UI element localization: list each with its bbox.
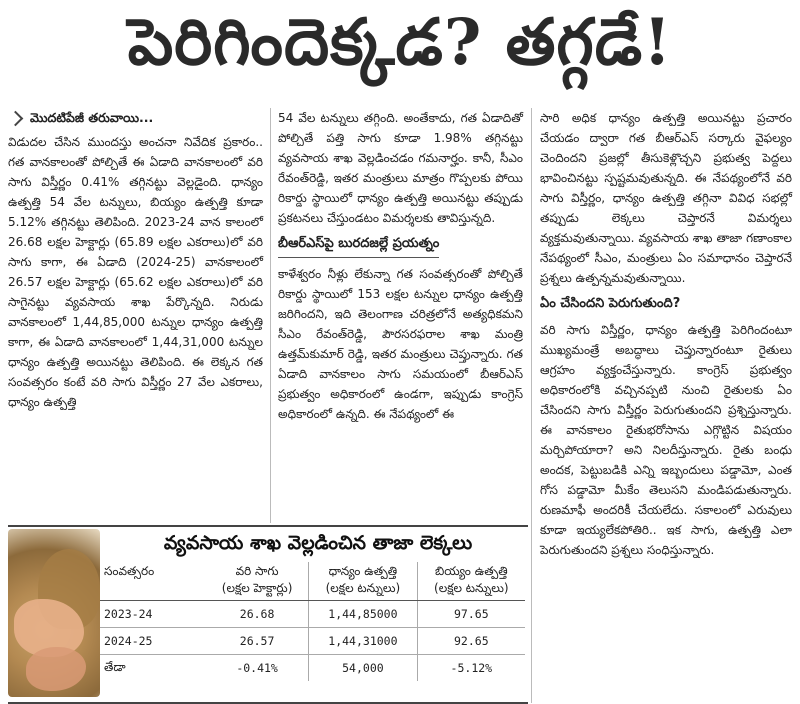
headline: పెరిగిందెక్కడ? తగ్గడే! (127, 5, 673, 80)
column-header: వరి సాగు (లక్షల హెక్టార్లు) (206, 562, 309, 601)
column-rule (531, 108, 532, 703)
table-title: వ్యవసాయ శాఖ వెల్లడించిన తాజా లెక్కలు (163, 532, 473, 554)
kicker (8, 108, 263, 128)
column-rule (270, 108, 271, 523)
article-column-1 (8, 108, 263, 412)
paragraph: వరి సాగు విస్తీర్ణం, ధాన్యం ఉత్పత్తి పెరిగిందంటూ ముఖ్యమంత్రే అబద్ధాలు చెప్తున్నారంటూ రైతులు ఆగ్రహం వ్యక్తంచేస్తున్నారు. కాంగ్రెస్ ప్రభుత్వం అధికారంలోకి వచ్చినప్పటి నుంచి రైతులకు ఏం చేసిందని సాగు విస్తీర్ణం పెరుగుతుందని ప్రశ్నిస్తున్నారు. ఈ వానకాలం రైతుభరోసాను ఎగ్గొట్టిన విషయం మర్చిపోయారా? అని నిలదీస్తున్నారు. రైతు బంధు అందక, పెట్టుబడికి ఎన్ని ఇబ్బందులు పడ్డామో, ఎంత గోస పడ్డామో మీకేం తెలుసని మండిపడుతున్నారు. రుణమాఫీ అందరికీ చేయలేదు. సకాలంలో ఎరువులు కూడా ఇయ్యలేకపోతిరి.. ఇక సాగు, ఉత్పత్తి ఎలా పెరుగుతుందని ప్రశ్నలు సంధిస్తున్నారు. (540, 323, 792, 557)
paragraph: విడుదల చేసిన ముందస్తు అంచనా నివేదిక ప్రకారం.. గత వానకాలంతో పోల్చితే ఈ ఏడాది వానకాలంలో వరి సాగు విస్తీర్ణం 0.41% తగ్గినట్టు వెల్లడైంది. ధాన్యం ఉత్పత్తి 54 వేల టన్నులు, బియ్యం ఉత్పత్తి కూడా 5.12% తగ్గినట్టు తెలిపింది. 2023-24 వాన కాలంలో 26.68 లక్షల హెక్టార్లు (65.89 లక్షల ఎకరాలు)లో వరి సాగు కాగా, ఈ ఏడాది (2024-25) వానకాలంలో 26.57 లక్షల హెక్టార్లు (65.62 లక్షల ఎకరాలు)లో వరి సాగైనట్టు వ్యవసాయ శాఖ పేర్కొన్నది. నిరుడు వానకాలంలో 1,44,85,000 టన్నుల ధాన్యం ఉత్పత్తి కాగా, ఈ ఏడాది వానకాలంలో 1,44,31,000 టన్నుల ధాన్యం ఉత్పత్తి అయినట్టు తెలిపింది. ఈ లెక్కన గత సంవత్సరం కంటే వరి సాగు విస్తీర్ణం 27 వేల ఎకరాలు, ధాన్యం ఉత్పత్తి (8, 135, 263, 409)
subheading: ఏం చేసిందని పెరుగుతుంది? (540, 296, 681, 311)
statistics-table (100, 562, 525, 681)
paragraph: సారి అధిక ధాన్యం ఉత్పత్తి అయినట్టు ప్రచారం చేయడం ద్వారా గత బీఆర్‌ఎస్ సర్కారు వైఫల్యం చెందిందని ప్రజల్లో తీసుకెళ్లొచ్చని ప్రభుత్వ పెద్దలు భావించినట్టు స్పష్టమవుతున్నది. ఈ నేపథ్యంలోనే వరి సాగు విస్తీర్ణం, ధాన్యం ఉత్పత్తి తగ్గినా వివిధ సభల్లో తప్పుడు లెక్కలు చెప్తారనే విమర్శలు వ్యక్తమవుతున్నాయి. వ్యవసాయ శాఖ తాజా గణాంకాల నేపథ్యంలో సీఎం, మంత్రులు ఏం సమాధానం చెప్తారనే ప్రశ్నలు ఉత్పన్నమవుతున్నాయి. (540, 111, 792, 285)
article-column-2 (278, 108, 523, 424)
table-row: 2024-25 26.57 1,44,31000 92.65 (100, 628, 525, 655)
paragraph: కాళేశ్వరం నీళ్లు లేకున్నా గత సంవత్సరంతో పోల్చితే రికార్డు స్థాయిలో 153 లక్షల టన్నుల ధాన్యం ఉత్పత్తి జరిగిందని, ఇది తెలంగాణ చరిత్రలోనే అత్యధికమని సీఎం రేవంత్‌రెడ్డి, పౌరసరఫరాల శాఖ మంత్రి ఉత్తమ్‌కుమార్ రెడ్డి, ఇతర మంత్రులు చెప్తున్నారు. గత ఏడాది వానకాలం సాగు సమయంలో బీఆర్‌ఎస్ ప్రభుత్వం అధికారంలో ఉండగా, ఇప్పుడు కాంగ్రెస్ అధికారంలో ఉన్నది. ఈ నేపథ్యంలో ఈ (278, 267, 523, 421)
kicker-text: మొదటిపేజీ తరువాయి... (30, 110, 154, 125)
column-header: సంవత్సరం (100, 562, 206, 601)
column-header: ధాన్యం ఉత్పత్తి (లక్షల టన్నులు) (309, 562, 417, 601)
article-column-3 (540, 108, 792, 560)
table-header-row (100, 562, 525, 601)
table-row: 2023-24 26.68 1,44,85000 97.65 (100, 601, 525, 628)
grain-in-hands-photo (8, 529, 100, 697)
column-header: బియ్యం ఉత్పత్తి (లక్షల టన్నులు) (417, 562, 525, 601)
paragraph: 54 వేల టన్నులు తగ్గింది. అంతేకాదు, గత ఏడాదితో పోల్చితే పత్తి సాగు కూడా 1.98% తగ్గినట్టు వ్యవసాయ శాఖ వెల్లడించడం గమనార్హం. కానీ, సీఎం రేవంత్‌రెడ్డి, ఇతర మంత్రులు మాత్రం గొప్పలకు పోయి రికార్డు స్థాయిలో ధాన్యం ఉత్పత్తి అయినట్టు తప్పుడు ప్రకటనలు చేస్తుండటం విమర్శలకు తావిస్తున్నది. (278, 111, 523, 225)
subheading: బీఆర్‌ఎస్‌పై బురదజల్లే ప్రయత్నం (278, 234, 439, 258)
chevron-right-icon (8, 110, 24, 126)
table-row: తేడా -0.41% 54,000 -5.12% (100, 655, 525, 682)
